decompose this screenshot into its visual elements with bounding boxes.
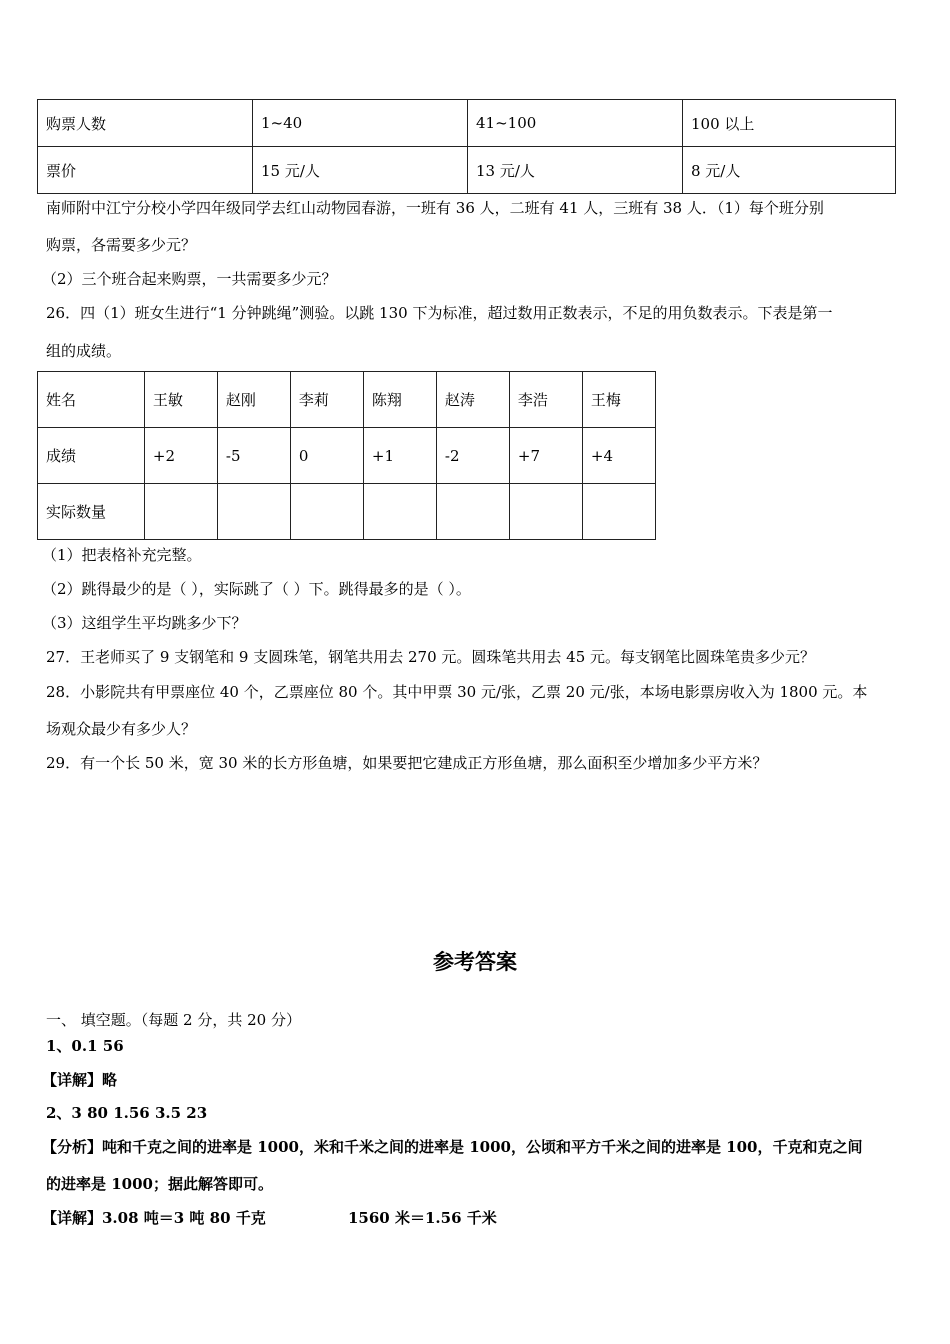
table-row bbox=[38, 147, 896, 194]
table-row bbox=[38, 428, 656, 484]
question-25-text: 购票，各需要多少元？ bbox=[46, 236, 197, 254]
table-row bbox=[38, 484, 656, 540]
table-cell: 8 元/人 bbox=[683, 147, 896, 194]
table-cell: 王敏 bbox=[144, 372, 217, 428]
answer-1: 1、0.1 56 bbox=[46, 1037, 124, 1055]
question-25-text: 南师附中江宁分校小学四年级同学去红山动物园春游，一班有 36 人，二班有 41 人，三班有 38 人．（1）每个班分别 bbox=[46, 199, 824, 217]
question-27: 27．王老师买了 9 支钢笔和 9 支圆珠笔，钢笔共用去 270 元。圆珠笔共用去 45 元。每支钢笔比圆珠笔贵多少元？ bbox=[46, 648, 816, 666]
answers-section-heading: 一、 填空题。（每题 2 分，共 20 分） bbox=[46, 1011, 301, 1029]
table-cell: 陈翔 bbox=[363, 372, 436, 428]
answer-2-analysis: 的进率是 1000；据此解答即可。 bbox=[46, 1175, 273, 1193]
question-25-part-2: （2）三个班合起来购票，一共需要多少元？ bbox=[42, 270, 337, 288]
table-cell: 1~40 bbox=[253, 100, 468, 147]
table-cell: 实际数量 bbox=[38, 484, 145, 540]
question-26-part-1: （1）把表格补充完整。 bbox=[42, 546, 202, 564]
table-cell-blank bbox=[363, 484, 436, 540]
question-26-text: 26．四（1）班女生进行“1 分钟跳绳”测验。以跳 130 下为标准，超过数用正数表示，不足的用负数表示。下表是第一 bbox=[46, 304, 833, 322]
question-26-part-3: （3）这组学生平均跳多少下？ bbox=[42, 614, 247, 632]
table-cell: 成绩 bbox=[38, 428, 145, 484]
table-cell: 李莉 bbox=[290, 372, 363, 428]
answer-1-detail: 【详解】略 bbox=[42, 1071, 118, 1089]
table-cell-blank bbox=[509, 484, 582, 540]
table-cell-blank bbox=[144, 484, 217, 540]
answer-2-detail: 【详解】3.08 吨＝3 吨 80 千克 bbox=[42, 1209, 266, 1227]
table-cell: +1 bbox=[363, 428, 436, 484]
question-28-text: 场观众最少有多少人？ bbox=[46, 720, 197, 738]
table-cell-blank bbox=[582, 484, 655, 540]
table-cell: 姓名 bbox=[38, 372, 145, 428]
table-cell-blank bbox=[217, 484, 290, 540]
table-cell: 王梅 bbox=[582, 372, 655, 428]
jump-rope-score-table bbox=[37, 371, 656, 540]
table-cell: -2 bbox=[436, 428, 509, 484]
table-cell: +4 bbox=[582, 428, 655, 484]
table-row bbox=[38, 100, 896, 147]
question-26-part-2: （2）跳得最少的是（ ），实际跳了（ ）下。跳得最多的是（ ）。 bbox=[42, 580, 471, 598]
question-29: 29．有一个长 50 米，宽 30 米的长方形鱼塘，如果要把它建成正方形鱼塘，那么面积至少增加多少平方米？ bbox=[46, 754, 768, 772]
table-cell: 13 元/人 bbox=[468, 147, 683, 194]
table-cell: -5 bbox=[217, 428, 290, 484]
table-cell-blank bbox=[436, 484, 509, 540]
table-cell: 赵刚 bbox=[217, 372, 290, 428]
table-cell: 购票人数 bbox=[38, 100, 253, 147]
table-cell: +2 bbox=[144, 428, 217, 484]
table-cell: 0 bbox=[290, 428, 363, 484]
answers-title: 参考答案 bbox=[433, 949, 517, 974]
table-cell: 李浩 bbox=[509, 372, 582, 428]
ticket-price-table bbox=[37, 99, 896, 194]
question-26-text: 组的成绩。 bbox=[46, 342, 122, 360]
table-cell: 100 以上 bbox=[683, 100, 896, 147]
table-cell: 票价 bbox=[38, 147, 253, 194]
table-cell: 15 元/人 bbox=[253, 147, 468, 194]
table-cell-blank bbox=[290, 484, 363, 540]
table-cell: 赵涛 bbox=[436, 372, 509, 428]
table-cell: 41~100 bbox=[468, 100, 683, 147]
table-cell: +7 bbox=[509, 428, 582, 484]
answer-2-analysis: 【分析】吨和千克之间的进率是 1000，米和千米之间的进率是 1000，公顷和平方千米之间的进率是 100，千克和克之间 bbox=[42, 1138, 863, 1156]
answer-2-detail: 1560 米＝1.56 千米 bbox=[348, 1209, 497, 1227]
table-row bbox=[38, 372, 656, 428]
answer-2: 2、3 80 1.56 3.5 23 bbox=[46, 1104, 208, 1122]
question-28-text: 28．小影院共有甲票座位 40 个，乙票座位 80 个。其中甲票 30 元/张，乙票 20 元/张，本场电影票房收入为 1800 元。本 bbox=[46, 683, 868, 701]
